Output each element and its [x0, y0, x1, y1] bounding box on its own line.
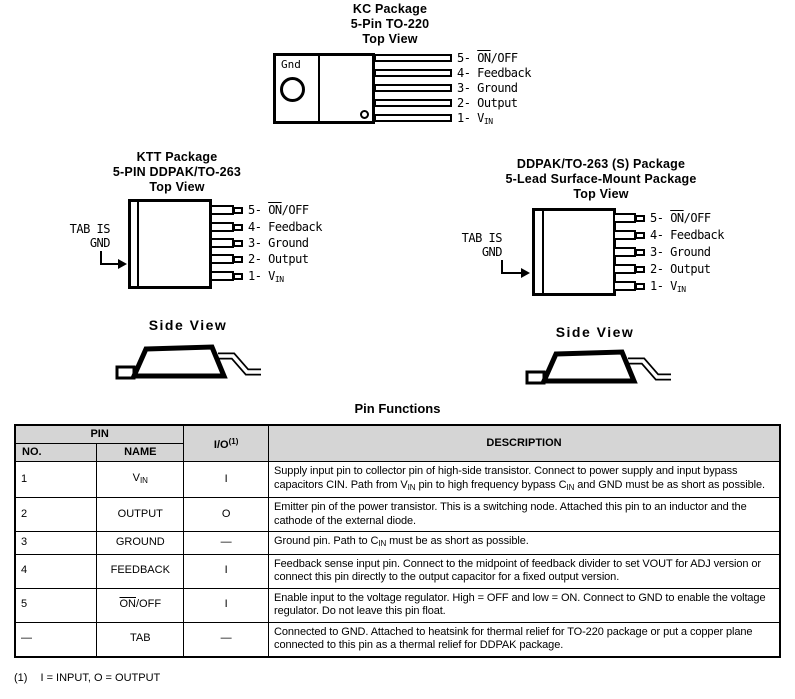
kc-gnd-label: Gnd	[281, 58, 301, 71]
side-view-left-title: Side View	[148, 317, 228, 333]
kc-package-title	[280, 2, 500, 47]
cell-pin-description: Feedback sense input pin. Connect to the midpoint of feedback divider to set VOUT for ADJ version or connect this pin directly to the output capacitor for a fixed output version.	[269, 554, 780, 588]
cell-pin-no: 4	[15, 554, 97, 588]
cell-pin-io: —	[184, 622, 269, 657]
ddpak-pin-label-4: 4- Feedback	[650, 228, 724, 242]
ktt-title-line1: KTT Package	[136, 150, 218, 164]
kc-pin-lead-5	[374, 54, 452, 62]
cell-pin-io: O	[184, 498, 269, 532]
ddpak-pin-tip-5	[635, 215, 645, 222]
ktt-title-line3: Top View	[149, 180, 205, 194]
cell-pin-description: Emitter pin of the power transistor. This is a switching node. Attached this pin to an inductor and the cathode of the external diode.	[269, 498, 780, 532]
kc-pin-lead-4	[374, 69, 452, 77]
ddpak-pin-label-2: 2- Output	[650, 262, 711, 276]
ddpak-title-line1: DDPAK/TO-263 (S) Package	[516, 157, 686, 171]
kc-mounting-hole-icon	[280, 77, 305, 102]
header-no: NO.	[15, 444, 97, 462]
cell-pin-name: TAB	[97, 622, 184, 657]
cell-pin-no: 3	[15, 532, 97, 555]
ktt-tab-label	[40, 222, 110, 250]
side-view-right-drawing	[522, 347, 672, 389]
ddpak-title-line2: 5-Lead Surface-Mount Package	[505, 172, 697, 186]
ktt-pin-tip-1	[233, 273, 243, 280]
ktt-pin-tip-4	[233, 224, 243, 231]
pin-table-row	[15, 462, 780, 498]
ddpak-pin-label-3: 3- Ground	[650, 245, 711, 259]
side-view-left-drawing	[112, 342, 262, 384]
ktt-tab-arrow-hline	[100, 263, 119, 265]
kc-pin-lead-1	[374, 114, 452, 122]
ddpak-tab-label	[432, 231, 502, 259]
ddpak-pin-lead-1	[613, 281, 636, 291]
footnote-marker: (1)	[14, 672, 28, 684]
ddpak-pin-lead-3	[613, 247, 636, 257]
ktt-pin-lead-3	[210, 238, 234, 248]
ddpak-pin-tip-2	[635, 266, 645, 273]
pin-table-body	[15, 462, 780, 657]
ktt-pin-lead-2	[210, 254, 234, 264]
kc-title-line3: Top View	[362, 32, 418, 46]
kc-pin-lead-2	[374, 99, 452, 107]
cell-pin-io: I	[184, 588, 269, 622]
cell-pin-no: 5	[15, 588, 97, 622]
ktt-pin-lead-4	[210, 222, 234, 232]
side-view-body	[134, 347, 224, 376]
ktt-pin-tip-5	[233, 207, 243, 214]
ktt-pin-lead-5	[210, 205, 234, 215]
cell-pin-name: FEEDBACK	[97, 554, 184, 588]
ddpak-package-body	[532, 208, 616, 296]
kc-pin-label-3: 3- Ground	[457, 81, 518, 95]
ddpak-tab-arrowhead-icon	[521, 268, 530, 278]
ddpak-pin-label-1: 1- $V_{IN}$	[650, 279, 686, 294]
kc-pin-label-4: 4- Feedback	[457, 66, 531, 80]
kc-pin1-dot-icon	[360, 110, 369, 119]
ktt-package-body	[128, 199, 212, 289]
kc-title-line1: KC Package	[352, 2, 428, 16]
ktt-title-line2: 5-PIN DDPAK/TO-263	[112, 165, 242, 179]
pin-table-header	[15, 425, 780, 462]
header-io-footnote-ref: (1)	[228, 437, 239, 446]
ktt-pin-tip-3	[233, 240, 243, 247]
ddpak-tab-line1: TAB IS	[461, 231, 502, 245]
ddpak-pin-lead-5	[613, 213, 636, 223]
header-io-text: I/O	[213, 439, 229, 451]
ddpak-tab-arrow-hline	[501, 272, 522, 274]
cell-pin-description: Supply input pin to collector pin of high-side transistor. Connect to power supply and input bypass capacitors CIN. Path from $V_{IN}$ pin to high frequency bypass $C_{IN}$ and GND must be as short as possible.	[269, 462, 780, 498]
ddpak-pin-lead-4	[613, 230, 636, 240]
cell-pin-name: $V_{IN}$	[97, 462, 184, 498]
pin-table-row	[15, 498, 780, 532]
header-pin-group: PIN	[15, 425, 184, 444]
header-description: DESCRIPTION	[269, 425, 780, 462]
header-name: NAME	[97, 444, 184, 462]
ddpak-pin-label-5: 5- $\overline{ON}$/OFF	[650, 211, 711, 225]
ktt-pin-label-2: 2- Output	[248, 252, 309, 266]
kc-pin-label-2: 2- Output	[457, 96, 518, 110]
ddpak-title-line3: Top View	[573, 187, 629, 201]
ddpak-pin-lead-2	[613, 264, 636, 274]
cell-pin-io: —	[184, 532, 269, 555]
table-footnote	[14, 672, 160, 684]
ddpak-tab-line2: GND	[481, 245, 502, 259]
cell-pin-no: 2	[15, 498, 97, 532]
cell-pin-no: —	[15, 622, 97, 657]
ktt-pin-tip-2	[233, 256, 243, 263]
kc-title-line2: 5-Pin TO-220	[350, 17, 430, 31]
cell-pin-name: $\overline{ON}$/OFF	[97, 588, 184, 622]
ddpak-package-title	[451, 157, 751, 202]
ktt-pin-label-3: 3- Ground	[248, 236, 309, 250]
cell-pin-description: Connected to GND. Attached to heatsink for thermal relief for TO-220 package or put a copper plane connected to this pin as a thermal relief for DDPAK package.	[269, 622, 780, 657]
ktt-pin-label-5: 5- $\overline{ON}$/OFF	[248, 203, 309, 217]
ddpak-pin-tip-4	[635, 232, 645, 239]
cell-pin-no: 1	[15, 462, 97, 498]
pin-table-title: Pin Functions	[354, 401, 441, 416]
ktt-tab-line1: TAB IS	[69, 222, 110, 236]
ddpak-body-inner-line	[542, 211, 544, 293]
kc-pin-label-1: 1- $V_{IN}$	[457, 111, 493, 126]
cell-pin-name: OUTPUT	[97, 498, 184, 532]
kc-pin-label-5: 5- $\overline{ON}$/OFF	[457, 51, 518, 65]
cell-pin-io: I	[184, 554, 269, 588]
side-view-right-title: Side View	[555, 324, 635, 340]
pin-table-row	[15, 554, 780, 588]
cell-pin-io: I	[184, 462, 269, 498]
pin-table-row	[15, 588, 780, 622]
cell-pin-description: Ground pin. Path to $C_{IN}$ must be as short as possible.	[269, 532, 780, 555]
ktt-package-title	[67, 150, 287, 195]
kc-pin-lead-3	[374, 84, 452, 92]
ddpak-pin-tip-3	[635, 249, 645, 256]
ktt-body-inner-line	[137, 202, 139, 286]
footnote-text: I = INPUT, O = OUTPUT	[40, 672, 161, 684]
ktt-tab-arrowhead-icon	[118, 259, 127, 269]
kc-body-divider	[318, 56, 320, 121]
header-io	[184, 425, 269, 462]
cell-pin-name: GROUND	[97, 532, 184, 555]
ktt-pin-label-1: 1- $V_{IN}$	[248, 269, 284, 284]
pin-functions-table	[14, 424, 781, 658]
pin-table-row	[15, 622, 780, 657]
ktt-pin-lead-1	[210, 271, 234, 281]
kc-package-body	[273, 53, 375, 124]
ddpak-pin-tip-1	[635, 283, 645, 290]
pin-table-row	[15, 532, 780, 555]
ktt-pin-label-4: 4- Feedback	[248, 220, 322, 234]
cell-pin-description: Enable input to the voltage regulator. High = OFF and low = ON. Connect to GND to enable the voltage regulator. Do not leave this pin float.	[269, 588, 780, 622]
side-view-body	[544, 352, 634, 381]
ktt-tab-line2: GND	[89, 236, 110, 250]
